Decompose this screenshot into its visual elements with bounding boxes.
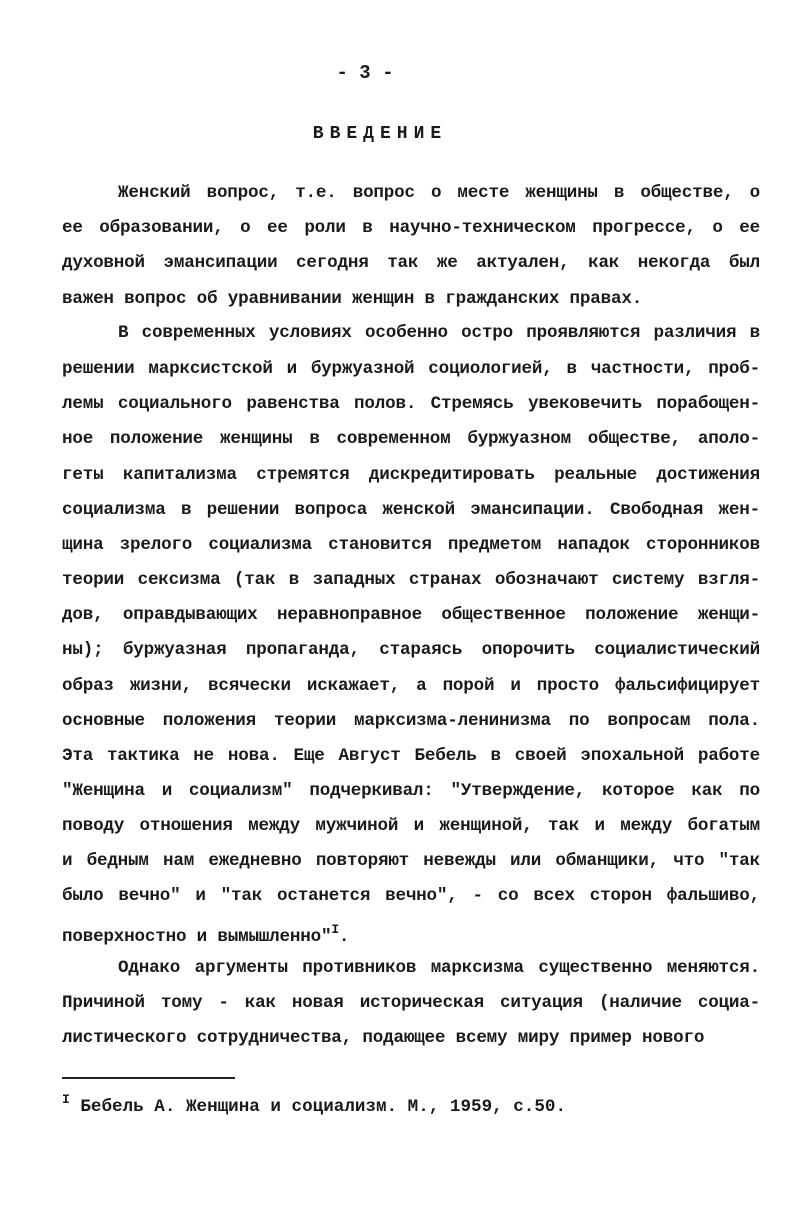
footnote-marker: I	[62, 1092, 70, 1107]
line-text: Эта тактика не нова. Еще Август Бебель в своей эпохальной работе	[62, 746, 760, 766]
text-line	[62, 992, 760, 1014]
text-line	[62, 675, 760, 697]
line-text: образ жизни, всячески искажает, а порой и просто фальсифицирует	[62, 676, 760, 696]
line-text: В современных условиях особенно остро проявляются различия в	[118, 323, 760, 343]
line-text: дов, оправдывающих неравноправное общественное положение женщи-	[62, 605, 760, 625]
line-text: важен вопрос об уравнивании женщин в гражданских правах.	[62, 289, 643, 309]
line-text: решении марксистской и буржуазной социологией, в частности, проб-	[62, 359, 760, 379]
text-line	[62, 499, 760, 521]
text-line	[62, 217, 760, 239]
text-line	[62, 850, 760, 872]
text-line	[62, 1027, 760, 1049]
footnote	[62, 1092, 566, 1117]
line-text: поводу отношения между мужчиной и женщиной, так и между богатым	[62, 816, 760, 836]
text-line	[62, 815, 760, 837]
line-text: геты капитализма стремятся дискредитировать реальные достижения	[62, 465, 760, 485]
line-text: "Женщина и социализм" подчеркивал: "Утверждение, которое как по	[62, 781, 760, 801]
text-line	[62, 745, 760, 767]
line-text: поверхностно и вымышленно"	[62, 927, 332, 947]
line-text: Однако аргументы противников марксизма существенно меняются.	[118, 958, 760, 978]
text-line	[62, 534, 760, 556]
section-heading: ВВЕДЕНИЕ	[312, 124, 448, 144]
text-line	[62, 569, 760, 591]
line-text: Женский вопрос, т.е. вопрос о месте женщины в обществе, о	[118, 183, 760, 203]
line-text: теории сексизма (так в западных странах обозначают систему взгля-	[62, 570, 760, 590]
text-line	[118, 322, 760, 344]
line-text: и бедным нам ежедневно повторяют невежды или обманщики, что "так	[62, 851, 760, 871]
line-text: ее образовании, о ее роли в научно-техническом прогрессе, о ее	[62, 218, 760, 238]
text-line	[62, 919, 760, 948]
text-line	[62, 393, 760, 415]
text-line	[62, 288, 760, 310]
text-line	[118, 957, 760, 979]
line-text: ны); буржуазная пропаганда, стараясь опорочить социалистический	[62, 640, 760, 660]
text-line	[62, 252, 760, 274]
text-line	[62, 780, 760, 802]
text-line	[62, 358, 760, 380]
text-line	[62, 639, 760, 661]
line-text: было вечно" и "так останется вечно", - со всех сторон фальшиво,	[62, 886, 760, 906]
line-text: ное положение женщины в современном буржуазном обществе, аполо-	[62, 429, 760, 449]
footnote-divider	[62, 1077, 235, 1079]
text-line	[62, 428, 760, 450]
footnote-text: Бебель А. Женщина и социализм. М., 1959, с.50.	[80, 1097, 567, 1117]
line-text: основные положения теории марксизма-ленинизма по вопросам пола.	[62, 711, 760, 731]
footnote-reference: I	[331, 922, 339, 937]
line-text: листического сотрудничества, подающее всему миру пример нового	[62, 1028, 705, 1048]
page-number: - 3 -	[336, 62, 394, 84]
line-text-end: .	[338, 927, 350, 947]
line-text: духовной эмансипации сегодня так же актуален, как некогда был	[62, 253, 760, 273]
text-line	[62, 464, 760, 486]
text-line	[62, 710, 760, 732]
text-line	[62, 885, 760, 907]
line-text: Причиной тому - как новая историческая ситуация (наличие социа-	[62, 993, 760, 1013]
text-line	[62, 604, 760, 626]
line-text: щина зрелого социализма становится предметом нападок сторонников	[62, 535, 760, 555]
text-line	[118, 182, 760, 204]
line-text: лемы социального равенства полов. Стремясь увековечить порабощен-	[62, 394, 760, 414]
line-text: социализма в решении вопроса женской эмансипации. Свободная жен-	[62, 500, 760, 520]
